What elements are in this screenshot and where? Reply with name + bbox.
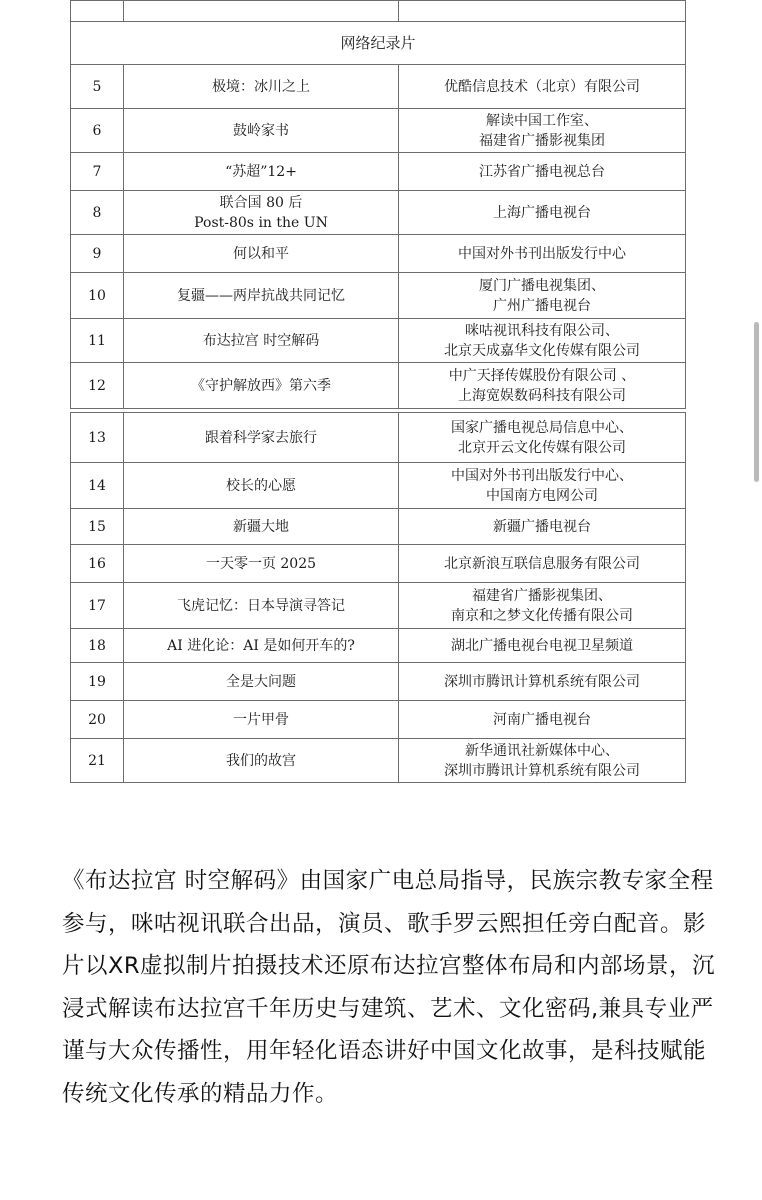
program-title-line: 何以和平 xyxy=(233,245,289,262)
section-title: 网络纪录片 xyxy=(71,22,686,65)
producer-org xyxy=(399,153,686,191)
table-row xyxy=(71,319,686,363)
producer-org xyxy=(399,273,686,319)
program-title-line: “苏超”12+ xyxy=(225,163,297,180)
table-row xyxy=(71,545,686,583)
program-title xyxy=(124,701,399,739)
row-number: 15 xyxy=(71,509,124,545)
producer-org xyxy=(399,463,686,509)
producer-org-line: 咪咕视讯科技有限公司、 xyxy=(465,322,619,339)
table-row xyxy=(71,191,686,235)
program-title-line: AI 进化论：AI 是如何开车的? xyxy=(167,637,355,654)
producer-org-line: 中国对外书刊出版发行中心、 xyxy=(451,467,633,484)
program-title-line: 我们的故宫 xyxy=(226,752,296,769)
program-title-line: 全是大问题 xyxy=(226,673,296,690)
program-title-line: 布达拉宫 时空解码 xyxy=(202,332,320,349)
producer-org xyxy=(399,191,686,235)
table-row xyxy=(71,701,686,739)
producer-org-line: 新疆广播电视台 xyxy=(493,518,591,535)
program-title xyxy=(124,413,399,463)
row-number: 19 xyxy=(71,663,124,701)
producer-org-line: 国家广播电视总局信息中心、 xyxy=(451,419,633,436)
producer-org xyxy=(399,363,686,409)
program-title-line: 极境：冰川之上 xyxy=(212,78,310,95)
program-title xyxy=(124,109,399,153)
producer-org-line: 厦门广播电视集团、 xyxy=(479,277,605,294)
producer-org xyxy=(399,739,686,783)
producer-org-line: 中国对外书刊出版发行中心 xyxy=(458,245,626,262)
row-number: 20 xyxy=(71,701,124,739)
table-row xyxy=(71,629,686,663)
table-top-row xyxy=(71,1,686,22)
program-title-line: 复疆——两岸抗战共同记忆 xyxy=(177,287,345,304)
row-number: 6 xyxy=(71,109,124,153)
program-title xyxy=(124,463,399,509)
row-number: 5 xyxy=(71,65,124,109)
table-row xyxy=(71,583,686,629)
award-table-container xyxy=(70,0,684,783)
producer-org-line: 新华通讯社新媒体中心、 xyxy=(465,742,619,759)
producer-org-line: 福建省广播影视集团 xyxy=(479,132,605,149)
producer-org-line: 北京天成嘉华文化传媒有限公司 xyxy=(444,342,640,359)
table-row xyxy=(71,663,686,701)
producer-org xyxy=(399,109,686,153)
table-row xyxy=(71,235,686,273)
producer-org-line: 江苏省广播电视总台 xyxy=(479,163,605,180)
program-title-line: 校长的心愿 xyxy=(226,477,296,494)
program-title-line: 一天零一页 2025 xyxy=(205,555,317,572)
producer-org xyxy=(399,629,686,663)
program-title xyxy=(124,363,399,409)
program-title-line: 鼓岭家书 xyxy=(233,122,289,139)
table-row xyxy=(71,739,686,783)
program-title-line: 飞虎记忆：日本导演寻答记 xyxy=(177,597,345,614)
row-number: 21 xyxy=(71,739,124,783)
program-title-line: 联合国 80 后 xyxy=(219,194,303,211)
producer-org-line: 解读中国工作室、 xyxy=(486,112,598,129)
table-row xyxy=(71,273,686,319)
producer-org-line: 上海广播电视台 xyxy=(493,204,591,221)
program-title xyxy=(124,153,399,191)
row-number: 17 xyxy=(71,583,124,629)
section-header-row xyxy=(71,22,686,65)
producer-org-line: 上海宽娱数码科技有限公司 xyxy=(458,387,626,404)
table-row xyxy=(71,413,686,463)
producer-org-line: 深圳市腾讯计算机系统有限公司 xyxy=(444,762,640,779)
row-number: 18 xyxy=(71,629,124,663)
producer-org xyxy=(399,509,686,545)
table-row xyxy=(71,65,686,109)
row-number: 7 xyxy=(71,153,124,191)
table-row xyxy=(71,363,686,409)
program-title xyxy=(124,235,399,273)
award-table xyxy=(70,0,686,783)
producer-org xyxy=(399,413,686,463)
producer-org-line: 河南广播电视台 xyxy=(493,711,591,728)
producer-org xyxy=(399,663,686,701)
program-title xyxy=(124,545,399,583)
table-row xyxy=(71,109,686,153)
program-title xyxy=(124,319,399,363)
program-title xyxy=(124,663,399,701)
program-title xyxy=(124,739,399,783)
program-title xyxy=(124,191,399,235)
program-title xyxy=(124,509,399,545)
table-row xyxy=(71,153,686,191)
producer-org xyxy=(399,235,686,273)
program-title xyxy=(124,273,399,319)
table-row xyxy=(71,463,686,509)
producer-org-line: 优酷信息技术（北京）有限公司 xyxy=(444,78,640,95)
row-number: 8 xyxy=(71,191,124,235)
row-number: 16 xyxy=(71,545,124,583)
producer-org-line: 福建省广播影视集团、 xyxy=(472,587,612,604)
producer-org-line: 北京开云文化传媒有限公司 xyxy=(458,439,626,456)
producer-org xyxy=(399,701,686,739)
scrollbar-thumb[interactable] xyxy=(754,322,759,482)
program-title-line: Post-80s in the UN xyxy=(194,214,328,231)
program-title xyxy=(124,629,399,663)
producer-org xyxy=(399,583,686,629)
program-title-line: 《守护解放西》第六季 xyxy=(191,377,331,394)
producer-org xyxy=(399,319,686,363)
producer-org-line: 南京和之梦文化传播有限公司 xyxy=(451,607,633,624)
row-number: 10 xyxy=(71,273,124,319)
producer-org-line: 广州广播电视台 xyxy=(493,297,591,314)
program-title xyxy=(124,65,399,109)
program-title-line: 新疆大地 xyxy=(233,518,289,535)
program-title-line: 跟着科学家去旅行 xyxy=(205,429,317,446)
producer-org-line: 中国南方电网公司 xyxy=(486,487,598,504)
producer-org-line: 深圳市腾讯计算机系统有限公司 xyxy=(444,673,640,690)
row-number: 14 xyxy=(71,463,124,509)
row-number: 11 xyxy=(71,319,124,363)
program-title-line: 一片甲骨 xyxy=(233,711,289,728)
program-title xyxy=(124,583,399,629)
row-number: 13 xyxy=(71,413,124,463)
producer-org xyxy=(399,545,686,583)
article-paragraph: 《布达拉宫 时空解码》由国家广电总局指导，民族宗教专家全程参与，咪咕视讯联合出品，演员、歌手罗云熙担任旁白配音。影片以XR虚拟制片拍摄技术还原布达拉宫整体布局和内部场景，沉浸式解读布达拉宫千年历史与建筑、艺术、文化密码,兼具专业严谨与大众传播性，用年轻化语态讲好中国文化故事，是科技赋能传统文化传承的精品力作。 xyxy=(62,868,716,1107)
producer-org-line: 中广天择传媒股份有限公司 、 xyxy=(448,367,636,384)
producer-org-line: 北京新浪互联信息服务有限公司 xyxy=(444,555,640,572)
table-row xyxy=(71,509,686,545)
row-number: 9 xyxy=(71,235,124,273)
article-body xyxy=(62,860,722,1115)
producer-org-line: 湖北广播电视台电视卫星频道 xyxy=(451,637,633,654)
producer-org xyxy=(399,65,686,109)
row-number: 12 xyxy=(71,363,124,409)
